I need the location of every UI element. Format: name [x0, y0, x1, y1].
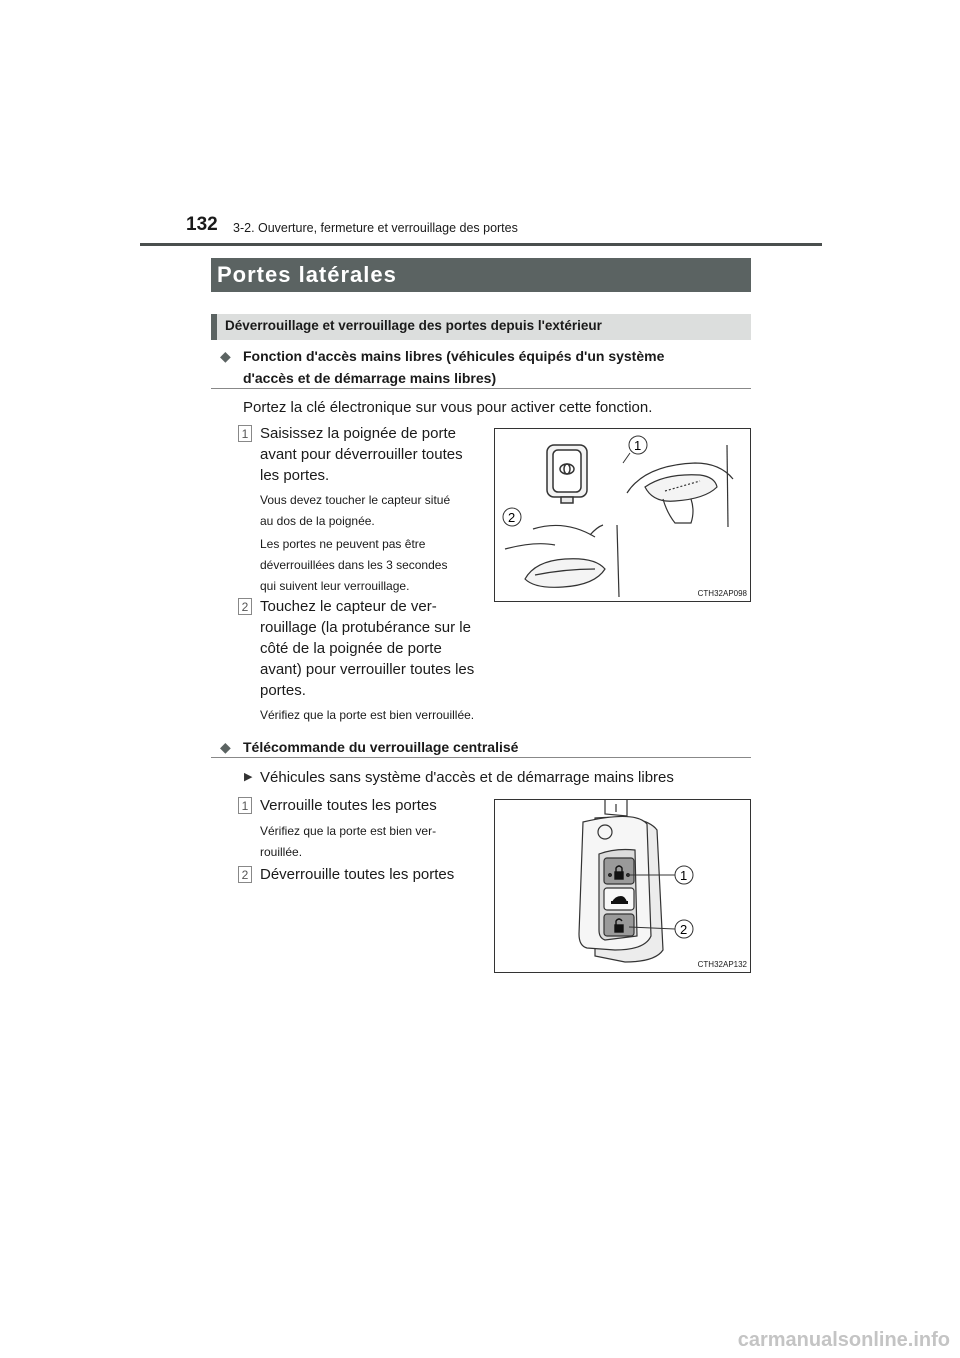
diamond-icon: ◆: [220, 739, 231, 755]
step2-text: [260, 596, 480, 701]
step2-line: rouillage (la protubérance sur le: [260, 619, 471, 636]
callout-1-label: 1: [680, 868, 688, 883]
callout-2: [503, 508, 521, 526]
section1-heading-line2: d'accès et de démarrage mains libres): [243, 370, 497, 386]
callout-2-label: 2: [680, 922, 688, 937]
note-line: au dos de la poignée.: [260, 514, 375, 528]
figure-code: CTH32AP098: [697, 589, 747, 598]
callout-1: [623, 436, 647, 463]
callout-2-label: 2: [508, 510, 516, 525]
remote-key-illustration: [495, 800, 750, 972]
section2-heading: Télécommande du verrouillage centralisé: [243, 739, 519, 755]
section1-heading-line1: Fonction d'accès mains libres (véhicules équipés d'un système: [243, 348, 665, 364]
section2-condition: Véhicules sans système d'accès et de démarrage mains libres: [260, 769, 674, 786]
diamond-icon: ◆: [220, 348, 231, 364]
step2-number: 2: [238, 598, 252, 615]
note-line: déverrouillées dans les 3 secondes: [260, 558, 448, 572]
page-title: Portes latérales: [211, 258, 751, 292]
step1-line: les portes.: [260, 467, 330, 484]
figure-remote-key: [494, 799, 751, 973]
watermark: carmanualsonline.info: [737, 1329, 950, 1351]
note-line: qui suivent leur verrouillage.: [260, 579, 410, 593]
subsection-title: [211, 314, 751, 340]
section2-rule: [211, 757, 751, 758]
section1-rule: [211, 388, 751, 389]
step2-line: portes.: [260, 682, 306, 699]
step1-line: avant pour déverrouiller toutes: [260, 446, 463, 463]
smart-key-icon: [547, 445, 587, 503]
triangle-bullet-icon: ▶: [244, 771, 253, 783]
step2-line: Touchez le capteur de ver-: [260, 598, 437, 615]
section1-intro: Portez la clé électronique sur vous pour activer cette fonction.: [243, 399, 653, 416]
step2-number: 2: [238, 866, 252, 883]
unlock-step-text: Déverrouille toutes les portes: [260, 866, 455, 883]
step1-note1: [260, 490, 480, 532]
step1-number: 1: [238, 425, 252, 442]
note-line: Les portes ne peuvent pas être: [260, 537, 426, 551]
note-line: Vous devez toucher le capteur situé: [260, 493, 451, 507]
note-line: rouillée.: [260, 845, 303, 859]
figure-code: CTH32AP132: [697, 960, 747, 969]
note-line: Vérifiez que la porte est bien ver-: [260, 824, 437, 838]
page-number: 132: [186, 214, 218, 235]
lock-step-text: Verrouille toutes les portes: [260, 797, 437, 814]
figure-smart-key-door-handle: [494, 428, 751, 602]
step2-line: côté de la poignée de porte: [260, 640, 442, 657]
step1-note2: [260, 534, 480, 597]
lock-step-note: [260, 821, 480, 863]
step2-line: avant) pour verrouiller toutes les: [260, 661, 475, 678]
step1-number: 1: [238, 797, 252, 814]
callout-1-label: 1: [634, 438, 642, 453]
chapter-title: 3-2. Ouverture, fermeture et verrouillage des portes: [233, 221, 518, 235]
subsection-text: Déverrouillage et verrouillage des portes depuis l'extérieur: [225, 318, 602, 333]
header-rule: [140, 243, 822, 246]
step1-text: [260, 423, 480, 486]
step1-line: Saisissez la poignée de porte: [260, 425, 456, 442]
door-handle-illustration: [495, 429, 750, 601]
step2-note: Vérifiez que la porte est bien verrouillée.: [260, 708, 475, 722]
